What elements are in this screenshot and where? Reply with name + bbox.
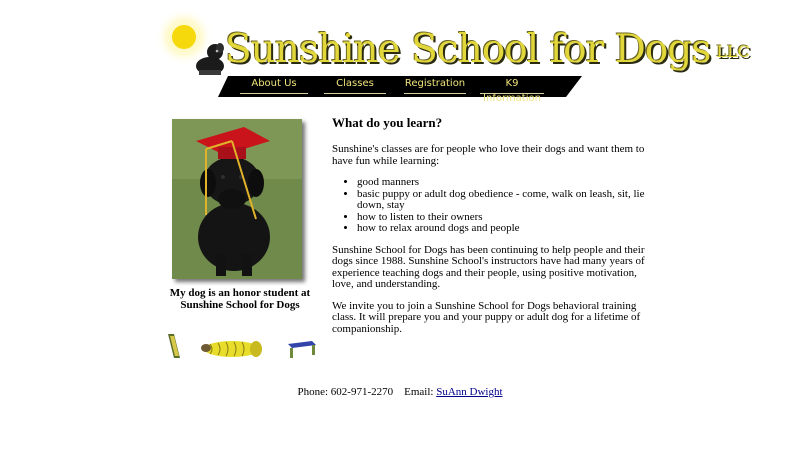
photo-caption: My dog is an honor student at Sunshine School for Dogs	[169, 287, 311, 311]
agility-equipment-graphic	[162, 332, 322, 362]
dog-silhouette-icon	[193, 40, 227, 76]
graduate-dog-photo	[172, 119, 302, 279]
main-content	[332, 116, 650, 345]
table-obstacle-icon	[288, 341, 316, 358]
intro-paragraph: Sunshine's classes are for people who love their dogs and want them to have fun while learning:	[332, 143, 645, 167]
section-heading: What do you learn?	[332, 115, 443, 130]
history-paragraph: Sunshine School for Dogs has been continuing to help people and their dogs since 1988. Sunshine School's instructors have had many years of experience teaching dogs and their people, using positive motivation, love, and understanding.	[332, 243, 645, 290]
nav-k9-information[interactable]: K9 Information	[480, 76, 544, 94]
phone-text: Phone: 602-971-2270	[297, 386, 394, 398]
site-title-text: Sunshine School for Dogs	[225, 27, 711, 72]
list-item: • how to relax around dogs and people	[357, 223, 650, 235]
invite-paragraph: We invite you to join a Sunshine School for Dogs behavioral training class. It will prepare you and your puppy or adult dog for a lifetime of companionship.	[332, 299, 641, 335]
nav-about-us[interactable]: About Us	[240, 76, 308, 94]
footer	[0, 386, 800, 398]
tunnel-icon	[201, 341, 262, 357]
site-title	[225, 24, 750, 76]
email-label: Email:	[404, 386, 434, 398]
main-nav	[218, 76, 582, 104]
nav-registration[interactable]: Registration	[404, 76, 466, 94]
email-link[interactable]: SuAnn Dwight	[436, 386, 503, 398]
weave-pole-icon	[168, 334, 180, 358]
site-header	[155, 6, 750, 76]
list-item: • good manners	[357, 177, 650, 189]
list-item: • how to listen to their owners	[357, 212, 650, 224]
site-title-suffix: LLC	[716, 42, 750, 61]
learning-list	[332, 177, 650, 235]
list-item: • basic puppy or adult dog obedience - come, walk on leash, sit, lie down, stay	[357, 189, 650, 212]
nav-classes[interactable]: Classes	[324, 76, 386, 94]
